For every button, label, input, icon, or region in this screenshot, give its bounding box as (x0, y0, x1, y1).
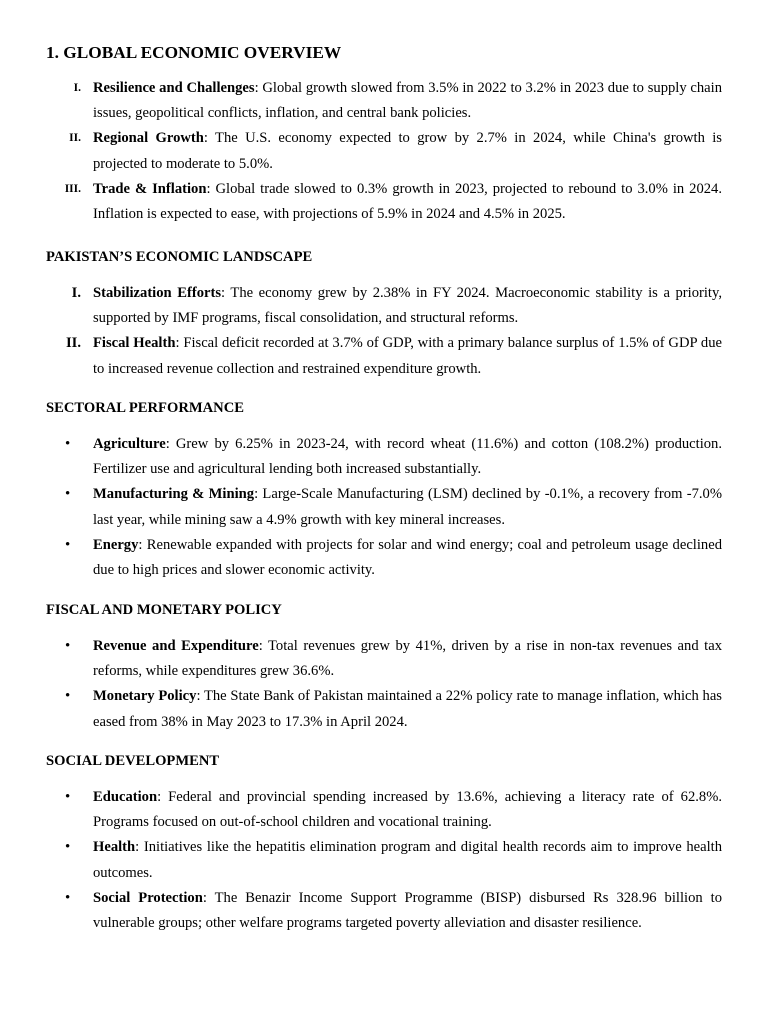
sectoral-performance-section (46, 399, 722, 583)
fiscal-list (46, 634, 722, 735)
item-term: Stabilization Efforts (93, 285, 222, 301)
bullet-marker: • (65, 889, 71, 906)
social-list (46, 785, 722, 936)
item-text: : Grew by 6.25% in 2023-24, with record wheat (11.6%) and cotton (108.2%) production. Fertilizer use and agricultural lending both increased substantially. (93, 436, 722, 478)
item-text: : Global growth slowed from 3.5% in 2022 to 3.2% in 2023 due to supply chain issues, geopolitical conflicts, inflation, and central bank policies. (93, 80, 723, 122)
list-item (46, 432, 722, 482)
item-term: Health (93, 839, 136, 856)
bullet-marker: • (65, 839, 71, 856)
item-term: Manufacturing & Mining (93, 486, 255, 503)
section-heading: SECTORAL PERFORMANCE (46, 400, 244, 416)
item-text: : The economy grew by 2.38% in FY 2024. Macroeconomic stability is a priority, supported by IMF programs, fiscal consolidation, and structural reforms. (93, 285, 722, 327)
item-term: Energy (93, 536, 139, 553)
roman-numeral-marker: III. (64, 182, 81, 195)
bullet-marker: • (65, 789, 71, 805)
section-heading: 1. GLOBAL ECONOMIC OVERVIEW (46, 43, 342, 62)
fiscal-monetary-policy-section (46, 601, 722, 735)
section-heading: PAKISTAN’S ECONOMIC LANDSCAPE (46, 249, 313, 265)
item-text: : Fiscal deficit recorded at 3.7% of GDP, with a primary balance surplus of 1.5% of GDP due to increased revenue collection and restrained expenditure growth. (93, 335, 722, 377)
list-item (46, 835, 722, 885)
list-item (46, 281, 722, 331)
bullet-marker: • (65, 436, 71, 452)
list-item (46, 177, 722, 227)
global-list (46, 76, 722, 227)
roman-numeral-marker: II. (65, 335, 81, 352)
bullet-marker: • (65, 486, 71, 503)
item-term: Fiscal Health (93, 335, 176, 352)
item-term: Trade & Inflation (93, 180, 207, 197)
section-heading: FISCAL AND MONETARY POLICY (46, 602, 282, 618)
roman-numeral-marker: I. (73, 82, 81, 94)
bullet-marker: • (65, 536, 71, 553)
section-heading: SOCIAL DEVELOPMENT (46, 753, 220, 769)
item-term: Social Protection (93, 889, 203, 906)
sectoral-list (46, 432, 722, 583)
pakistan-economic-landscape-section (46, 248, 722, 382)
item-text: : Federal and provincial spending increased by 13.6%, achieving a literacy rate of 62.8%. Programs focused on out-of-school children and vocational training. (93, 789, 722, 831)
roman-numeral-marker: II. (69, 132, 81, 145)
item-text: : Large-Scale Manufacturing (LSM) declined by -0.1%, a recovery from -7.0% last year, while mining saw a 4.9% growth with key mineral increases. (93, 486, 722, 528)
list-item (46, 886, 722, 936)
roman-numeral-marker: I. (71, 285, 81, 301)
list-item (46, 482, 722, 532)
pakistan-list (46, 281, 722, 382)
social-development-section (46, 752, 722, 936)
list-item (46, 785, 722, 835)
global-economic-overview-section (46, 43, 722, 227)
item-term: Agriculture (93, 436, 166, 452)
item-term: Education (93, 789, 158, 805)
list-item (46, 76, 722, 126)
item-term: Resilience and Challenges (93, 80, 255, 96)
item-text: : The Benazir Income Support Programme (BISP) disbursed Rs 328.96 billion to vulnerable groups; other welfare programs targeted poverty alleviation and disaster resilience. (93, 889, 722, 932)
list-item (46, 126, 722, 176)
item-text: : Renewable expanded with projects for solar and wind energy; coal and petroleum usage declined due to high prices and slower economic activity. (93, 536, 722, 579)
item-text: : The U.S. economy expected to grow by 2.7% in 2024, while China's growth is projected to moderate to 5.0%. (93, 130, 722, 172)
item-text: : Global trade slowed to 0.3% growth in 2023, projected to rebound to 3.0% in 2024. Inflation is expected to ease, with projections of 5.9% in 2024 and 4.5% in 2025. (93, 180, 722, 223)
bullet-marker: • (65, 638, 71, 654)
list-item (46, 684, 722, 734)
bullet-marker: • (65, 688, 71, 705)
item-text: : Total revenues grew by 41%, driven by a rise in non-tax revenues and tax reforms, while expenditures grew 36.6%. (93, 638, 722, 680)
list-item (46, 634, 722, 684)
list-item (46, 331, 722, 381)
item-text: : Initiatives like the hepatitis elimination program and digital health records aim to improve health outcomes. (93, 839, 722, 881)
item-term: Revenue and Expenditure (93, 638, 259, 654)
item-term: Monetary Policy (93, 688, 197, 705)
item-term: Regional Growth (93, 130, 204, 147)
item-text: : The State Bank of Pakistan maintained a 22% policy rate to manage inflation, which has eased from 38% in May 2023 to 17.3% in April 2024. (93, 688, 722, 730)
list-item (46, 533, 722, 583)
